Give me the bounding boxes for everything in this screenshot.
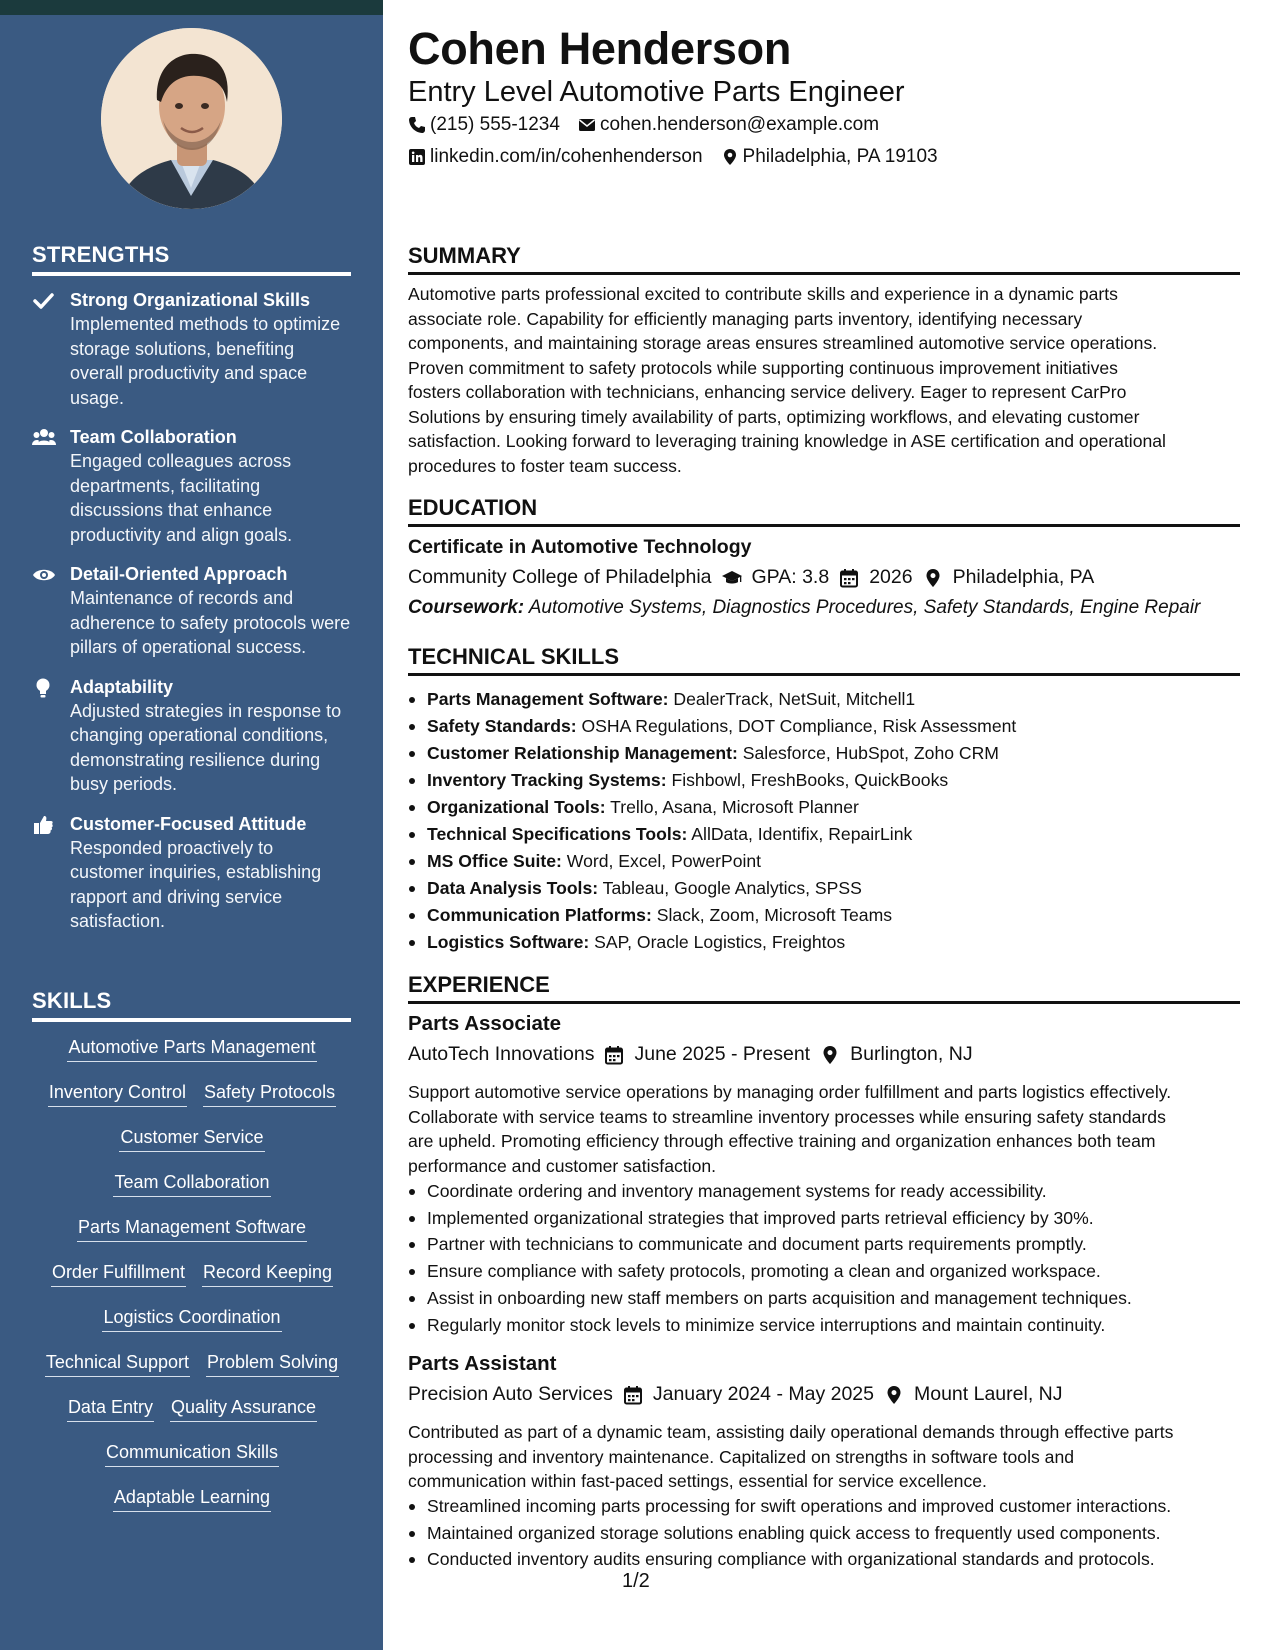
skills-heading: SKILLS [32, 988, 351, 1022]
summary-heading: SUMMARY [408, 242, 1240, 275]
job-bullets [408, 1493, 1242, 1573]
strengths-list [32, 288, 352, 949]
technical-skills-list [408, 686, 1242, 956]
summary-line: procedures to foster team success. [408, 455, 682, 476]
job-summary-line: Support automotive service operations by managing order fulfillment and parts logistics effectively. [408, 1082, 1172, 1102]
contact-row [408, 146, 938, 168]
list-item [408, 686, 1242, 713]
summary-line: components, and maintaining storage areas ensures streamlined automotive service operations. [408, 333, 1158, 353]
graduation-cap-icon [722, 568, 742, 588]
summary-line: Automotive parts professional excited to contribute skills and experience in a dynamic parts [408, 284, 1118, 304]
strength-description: Maintenance of records and adherence to safety protocols were pillars of operational success. [70, 588, 351, 657]
job-title: Parts Associate [408, 1012, 562, 1035]
education-gpa: GPA: 3.8 [751, 566, 830, 588]
skill-values: OSHA Regulations, DOT Compliance, Risk Assessment [581, 716, 1017, 736]
skill-row [26, 1081, 358, 1126]
candidate-name: Cohen Henderson [408, 23, 792, 74]
map-pin-icon [884, 1385, 904, 1405]
list-item: Conducted inventory audits ensuring compliance with organizational standards and protocols. [408, 1546, 1242, 1573]
job-summary [408, 1420, 1242, 1494]
skill-row [26, 1396, 358, 1441]
linkedin-icon [408, 148, 426, 166]
skill-row [26, 1306, 358, 1351]
job-summary-line: performance and customer satisfaction. [408, 1155, 717, 1176]
list-item: Assist in onboarding new staff members on parts acquisition and management techniques. [408, 1285, 1242, 1312]
skill-tag: Customer Service [119, 1126, 264, 1152]
summary-line: Solutions by ensuring timely availability of parts, optimizing workflows, and elevating customer [408, 406, 1140, 427]
users-icon [32, 427, 56, 449]
job-title: Parts Assistant [408, 1352, 557, 1375]
strength-title: Adaptability [70, 676, 174, 697]
job-company: Precision Auto Services [408, 1383, 613, 1405]
strength-description: Implemented methods to optimize storage solutions, benefiting overall productivity and space usage. [70, 314, 341, 408]
skill-category: Inventory Tracking Systems: [427, 770, 667, 790]
skill-values: DealerTrack, NetSuit, Mitchell1 [673, 689, 916, 709]
skill-row [26, 1261, 358, 1306]
job-location: Mount Laurel, NJ [914, 1383, 1063, 1405]
skill-category: Organizational Tools: [427, 797, 606, 817]
skill-category: Technical Specifications Tools: [427, 824, 688, 844]
list-item: Partner with technicians to communicate and document parts requirements promptly. [408, 1231, 1242, 1258]
location-contact [721, 146, 938, 168]
job-summary-line: communication within fast-paced settings, essential for service excellence. [408, 1471, 987, 1491]
skill-category: Logistics Software: [427, 932, 590, 952]
list-item [408, 713, 1242, 740]
list-item: Maintained organized storage solutions enabling quick access to frequently used components. [408, 1520, 1242, 1547]
skill-values: Salesforce, HubSpot, Zoho CRM [742, 743, 999, 763]
phone-text: (215) 555-1234 [430, 114, 560, 135]
summary-line: Proven commitment to safety protocols while supporting continuous improvement initiatives [408, 357, 1118, 378]
map-pin-icon [923, 568, 943, 588]
strength-item [32, 675, 352, 797]
job-location: Burlington, NJ [850, 1043, 973, 1065]
skill-category: Parts Management Software: [427, 689, 669, 709]
strength-title: Team Collaboration [70, 427, 237, 447]
experience-heading: EXPERIENCE [408, 971, 1240, 1004]
skill-category: Safety Standards: [427, 716, 577, 736]
skill-tag: Technical Support [45, 1351, 190, 1377]
skill-tag: Logistics Coordination [102, 1306, 281, 1332]
skill-tag: Problem Solving [206, 1351, 339, 1377]
skill-values: Tableau, Google Analytics, SPSS [602, 878, 862, 898]
strength-item [32, 425, 352, 547]
strength-description: Responded proactively to customer inquiries, establishing rapport and driving service satisfaction. [70, 837, 322, 931]
job-summary [408, 1080, 1242, 1178]
phone-icon [408, 116, 426, 134]
list-item: Streamlined incoming parts processing for swift operations and improved customer interactions. [408, 1493, 1242, 1520]
check-icon [32, 290, 56, 312]
envelope-icon [578, 116, 596, 134]
strength-description: Engaged colleagues across departments, facilitating discussions that enhance productivity and align goals. [70, 451, 293, 545]
list-item [408, 821, 1242, 848]
skill-category: Communication Platforms: [427, 905, 652, 925]
skill-row [26, 1036, 358, 1081]
skill-values: Fishbowl, FreshBooks, QuickBooks [671, 770, 949, 790]
skill-values: Trello, Asana, Microsoft Planner [610, 797, 859, 817]
strength-item [32, 288, 352, 410]
job-summary-line: processing and inventory maintenance. Capitalized on strengths in software tools and [408, 1446, 1075, 1467]
skill-row [26, 1486, 358, 1531]
skill-values: Slack, Zoom, Microsoft Teams [656, 905, 893, 925]
skill-tag: Adaptable Learning [113, 1486, 271, 1512]
skill-row [26, 1171, 358, 1216]
map-pin-icon [820, 1045, 840, 1065]
map-pin-icon [721, 148, 739, 166]
list-item [408, 794, 1242, 821]
candidate-title: Entry Level Automotive Parts Engineer [408, 76, 905, 108]
list-item [408, 740, 1242, 767]
list-item [408, 767, 1242, 794]
education-degree: Certificate in Automotive Technology [408, 536, 752, 558]
list-item [408, 902, 1242, 929]
list-item [408, 929, 1242, 956]
skill-tag: Record Keeping [202, 1261, 333, 1287]
list-item: Regularly monitor stock levels to minimize service interruptions and maintain continuity. [408, 1312, 1242, 1339]
phone-contact[interactable] [408, 114, 560, 136]
page-number: 1/2 [622, 1570, 650, 1592]
education-meta [408, 566, 1094, 589]
skill-values: Word, Excel, PowerPoint [566, 851, 762, 871]
job-dates: June 2025 - Present [634, 1043, 811, 1065]
skill-tag: Order Fulfillment [51, 1261, 186, 1287]
job-meta [408, 1383, 1063, 1406]
skill-tag: Inventory Control [48, 1081, 187, 1107]
education-heading: EDUCATION [408, 494, 1240, 527]
job-summary-line: are upheld. Promoting efficiency through effective training and organization enhances both team [408, 1131, 1156, 1151]
strength-title: Strong Organizational Skills [70, 290, 311, 310]
skill-category: Customer Relationship Management: [427, 743, 738, 763]
skill-category: Data Analysis Tools: [427, 878, 599, 898]
strength-item [32, 812, 352, 934]
contact-row [408, 114, 879, 136]
job-bullets [408, 1178, 1242, 1338]
skill-tag: Quality Assurance [170, 1396, 317, 1422]
sidebar-top-bar [0, 0, 383, 15]
eye-icon [32, 564, 56, 586]
skills-list [26, 1036, 358, 1531]
skill-values: AllData, Identifix, RepairLink [691, 824, 913, 844]
skill-row [26, 1441, 358, 1486]
thumbs-up-icon [32, 814, 56, 836]
skill-tag: Parts Management Software [77, 1216, 307, 1242]
skill-tag: Safety Protocols [203, 1081, 336, 1107]
sidebar [0, 0, 383, 1650]
email-contact[interactable] [578, 114, 879, 136]
summary-text [408, 282, 1242, 478]
job-summary-line: Collaborate with service teams to streamline inventory processes while ensuring safety standards [408, 1106, 1166, 1127]
summary-line: fosters collaboration with technicians, enhancing service delivery. Eager to represent CarPro [408, 382, 1127, 402]
coursework-label: Coursework: [408, 597, 525, 618]
skill-tag: Data Entry [67, 1396, 154, 1422]
list-item: Implemented organizational strategies that improved parts retrieval efficiency by 30%. [408, 1205, 1242, 1232]
profile-photo [101, 28, 282, 209]
skill-tag: Team Collaboration [113, 1171, 270, 1197]
email-text: cohen.henderson@example.com [599, 114, 880, 135]
education-coursework [408, 597, 1200, 619]
job-summary-line: Contributed as part of a dynamic team, assisting daily operational demands through effective parts [408, 1422, 1174, 1442]
list-item [408, 875, 1242, 902]
calendar-icon [604, 1045, 624, 1065]
lightbulb-icon [32, 677, 56, 699]
strength-item [32, 562, 352, 660]
job-meta [408, 1043, 973, 1066]
coursework-text: Automotive Systems, Diagnostics Procedures, Safety Standards, Engine Repair [528, 597, 1201, 618]
strength-title: Customer-Focused Attitude [70, 813, 307, 834]
summary-line: associate role. Capability for efficiently managing parts inventory, identifying necessary [408, 308, 1083, 329]
linkedin-text: linkedin.com/in/cohenhenderson [430, 146, 703, 167]
education-year: 2026 [869, 566, 913, 588]
list-item [408, 848, 1242, 875]
linkedin-contact[interactable] [408, 146, 703, 168]
summary-line: satisfaction. Looking forward to leveraging training knowledge in ASE certification and operational [408, 431, 1166, 451]
strengths-heading: STRENGTHS [32, 242, 351, 276]
education-school: Community College of Philadelphia [408, 566, 712, 588]
skill-row [26, 1126, 358, 1171]
skill-tag: Communication Skills [105, 1441, 279, 1467]
location-text: Philadelphia, PA 19103 [742, 146, 938, 167]
strength-description: Adjusted strategies in response to changing operational conditions, demonstrating resilience during busy periods. [70, 700, 342, 794]
skill-tag: Automotive Parts Management [67, 1036, 316, 1062]
list-item: Ensure compliance with safety protocols, promoting a clean and organized workspace. [408, 1258, 1242, 1285]
strength-title: Detail-Oriented Approach [70, 564, 288, 584]
list-item: Coordinate ordering and inventory management systems for ready accessibility. [408, 1178, 1242, 1205]
technical-skills-heading: TECHNICAL SKILLS [408, 643, 1240, 676]
skill-row [26, 1216, 358, 1261]
skill-values: SAP, Oracle Logistics, Freightos [594, 932, 846, 952]
skill-row [26, 1351, 358, 1396]
job-company: AutoTech Innovations [408, 1043, 595, 1065]
calendar-icon [623, 1385, 643, 1405]
skill-category: MS Office Suite: [427, 851, 562, 871]
education-location: Philadelphia, PA [952, 566, 1095, 588]
calendar-icon [839, 568, 859, 588]
job-dates: January 2024 - May 2025 [652, 1383, 874, 1405]
